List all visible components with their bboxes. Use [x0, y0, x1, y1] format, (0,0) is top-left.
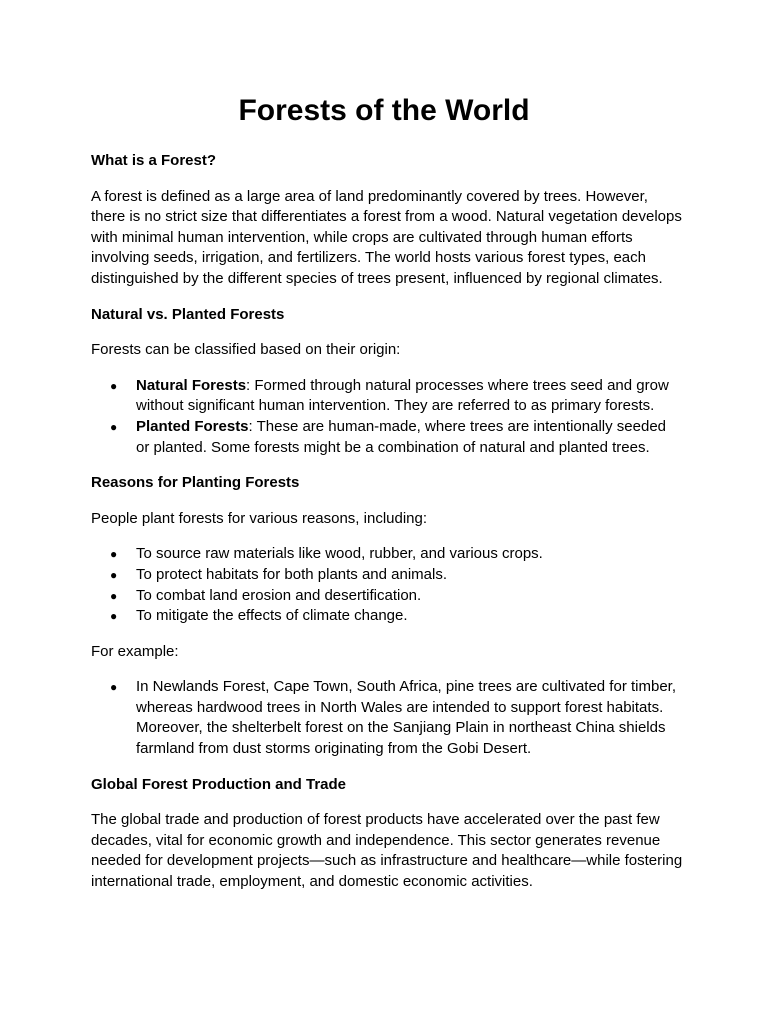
- term-planted-forests: Planted Forests: [136, 417, 249, 435]
- section-heading-what-is-a-forest: What is a Forest?: [91, 152, 217, 169]
- paragraph-forest-definition: A forest is defined as a large area of land predominantly covered by trees. However, there is no strict size that differentiates a forest from a wood. Natural vegetation develops with minimal human intervention, while crops are cultivated through human efforts involving seeds, irrigation, and fertilizers. The world hosts various forest types, each distinguished by the different species of trees present, influenced by regional climates.: [91, 187, 682, 287]
- list-item: ● To protect habitats for both plants and animals.: [91, 565, 683, 586]
- definition-natural-forests: : Formed through natural processes where trees seed and grow without significant human intervention. They are referred to as primary forests.: [136, 376, 669, 415]
- list-item: ● To source raw materials like wood, rubber, and various crops.: [91, 544, 683, 565]
- list-item: ● To mitigate the effects of climate change.: [91, 606, 683, 627]
- paragraph-example-intro: For example:: [91, 642, 179, 660]
- paragraph-reasons-intro: People plant forests for various reasons, including:: [91, 509, 428, 527]
- examples-list: [91, 677, 683, 759]
- reasons-list: [91, 544, 683, 626]
- list-item-example: ● In Newlands Forest, Cape Town, South Africa, pine trees are cultivated for timber, whereas hardwood trees in North Wales are intended to support forest habitats. Moreover, the shelterbelt forest on the Sanjiang Plain in northeast China shields farmland from dust storms originating from the Gobi Desert.: [91, 677, 683, 759]
- paragraph-classification-intro: Forests can be classified based on their origin:: [91, 341, 401, 359]
- list-item: ● To combat land erosion and desertification.: [91, 586, 683, 607]
- section-heading-natural-vs-planted: Natural vs. Planted Forests: [91, 305, 285, 323]
- list-item-planted-forests: [91, 417, 683, 458]
- list-item-natural-forests: [91, 376, 683, 417]
- section-heading-global-trade: Global Forest Production and Trade: [91, 775, 347, 793]
- term-natural-forests: Natural Forests: [136, 376, 247, 394]
- section-heading-reasons: Reasons for Planting Forests: [91, 474, 300, 492]
- page-title: Forests of the World: [238, 94, 530, 127]
- paragraph-global-trade: The global trade and production of forest products have accelerated over the past few decades, vital for economic growth and independence. This sector generates revenue needed for development projects—such as infrastructure and healthcare—while fostering international trade, employment, and domestic economic activities.: [91, 811, 683, 891]
- forest-types-list: [91, 376, 683, 458]
- document-body: [91, 151, 683, 908]
- definition-planted-forests: : These are human-made, where trees are intentionally seeded or planted. Some forests might be a combination of natural and planted trees.: [136, 417, 666, 456]
